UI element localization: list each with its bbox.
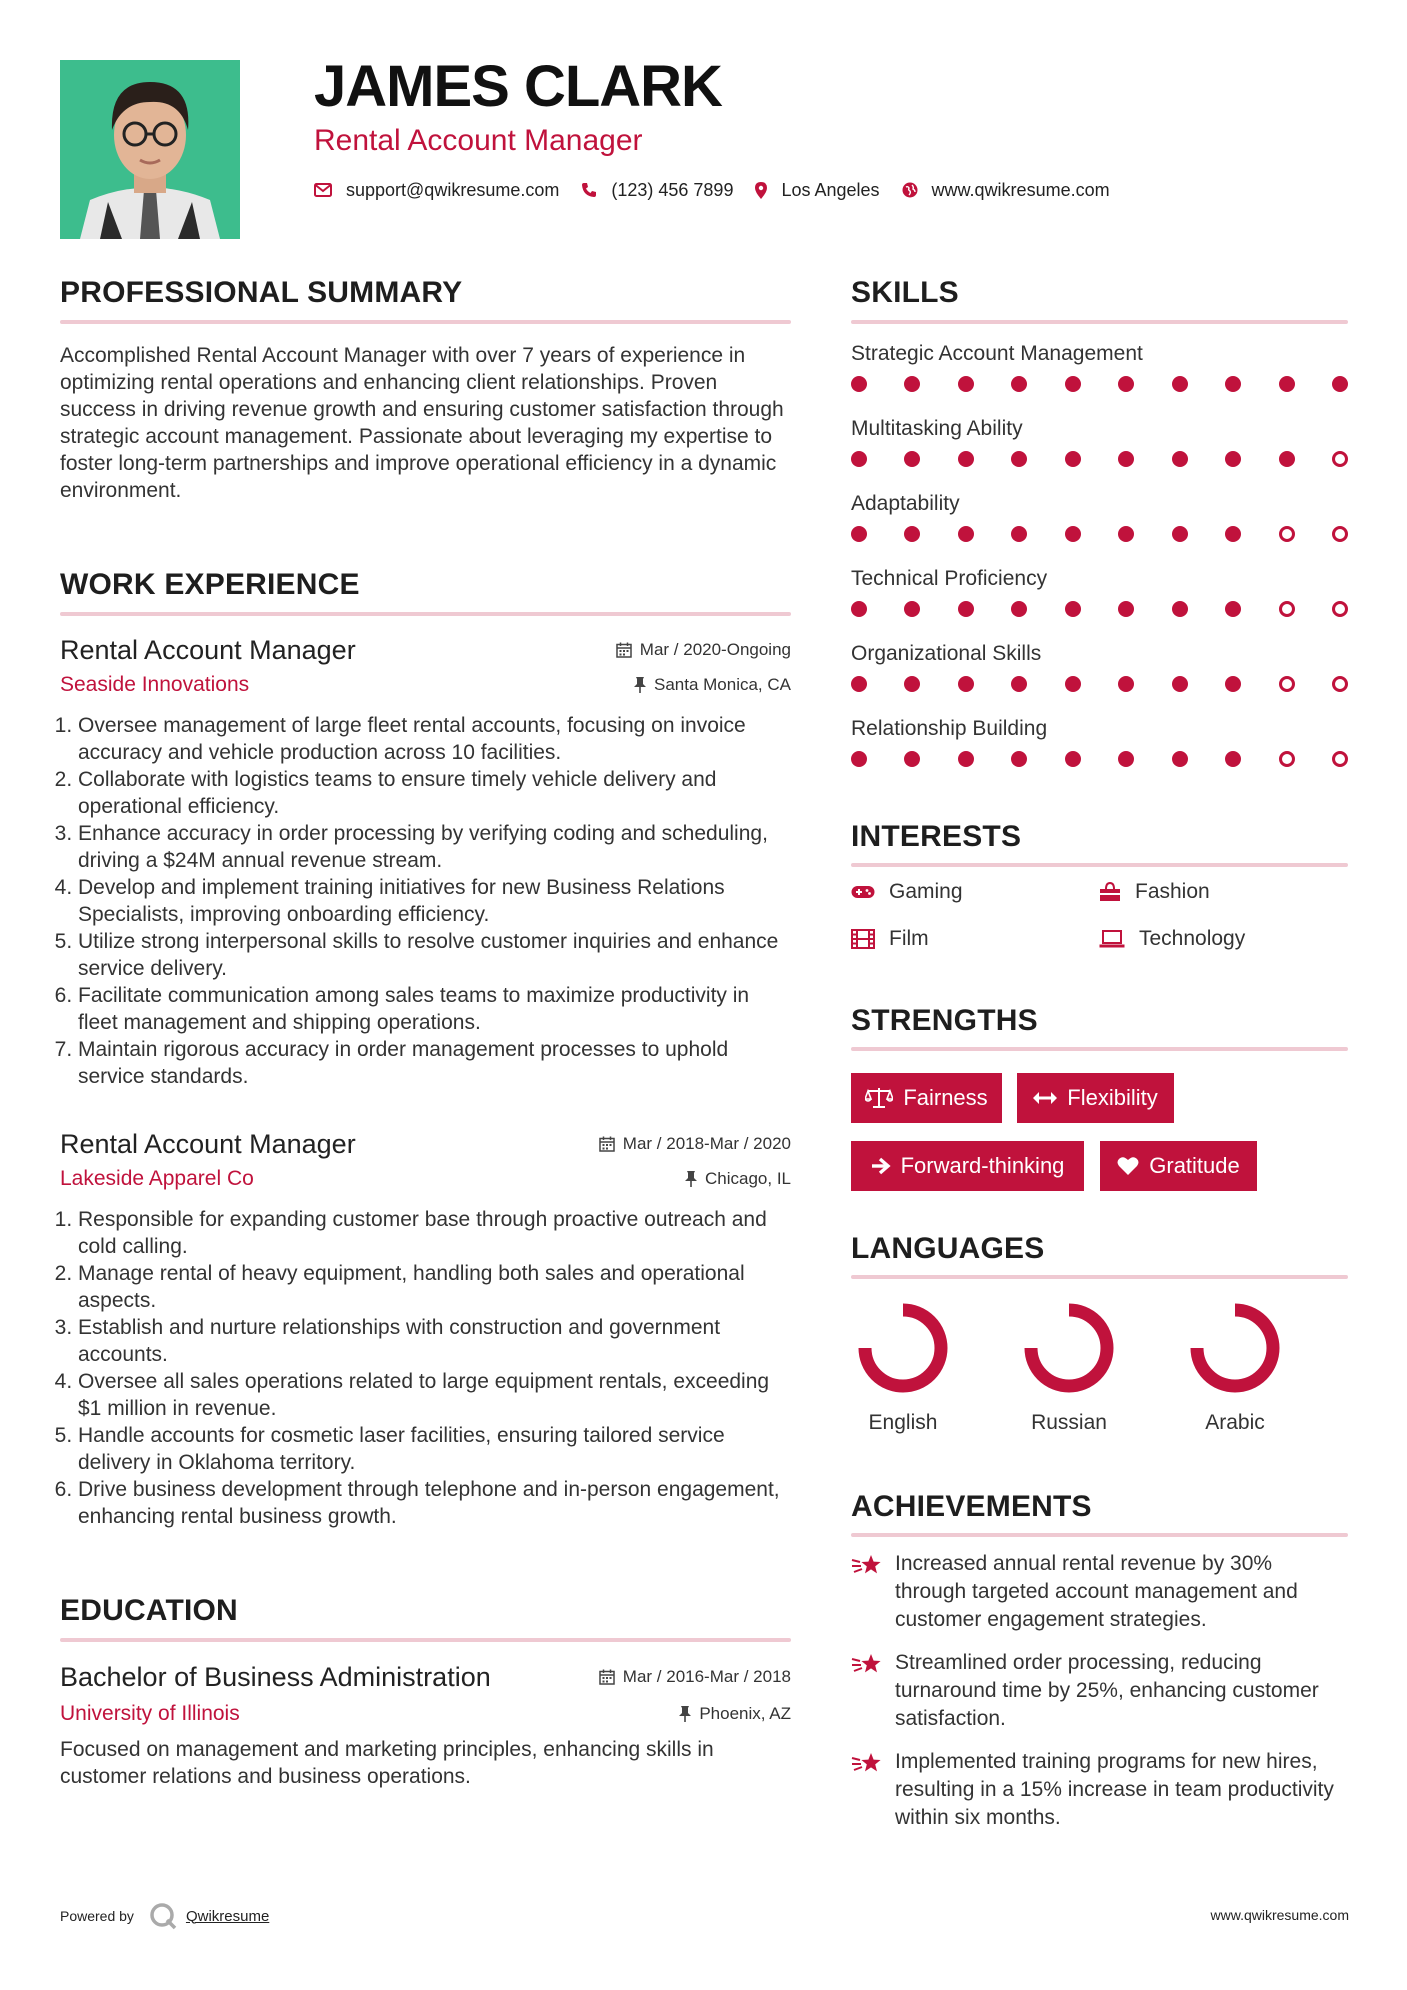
achievement-item bbox=[851, 1550, 1348, 1634]
strength-tag-gratitude bbox=[1100, 1141, 1257, 1191]
job-bullet: 3. Establish and nurture relationships with construction and government accounts. bbox=[78, 1314, 790, 1368]
skill-rating bbox=[851, 676, 1348, 692]
language-label: Arabic bbox=[1205, 1411, 1265, 1434]
contact-location-text: Los Angeles bbox=[781, 179, 880, 200]
skill-label: Organizational Skills bbox=[851, 642, 1042, 665]
skill-dot-filled bbox=[904, 751, 920, 767]
interest-label: Film bbox=[889, 927, 929, 950]
calendar-icon bbox=[616, 642, 632, 658]
job-bullet: 4. Develop and implement training initiatives for new Business Relations Specialists, improving onboarding efficiency. bbox=[78, 874, 790, 928]
strength-tag-fairness bbox=[851, 1073, 1002, 1123]
work-divider bbox=[60, 612, 791, 616]
globe-icon bbox=[902, 182, 918, 198]
achievement-item bbox=[851, 1649, 1348, 1733]
interest-item bbox=[851, 927, 929, 951]
job-bullet: 7. Maintain rigorous accuracy in order management processes to uphold service standards. bbox=[78, 1036, 790, 1090]
language-gauge bbox=[851, 1296, 971, 1406]
skill-dot-filled bbox=[1225, 451, 1241, 467]
interest-label: Gaming bbox=[889, 880, 963, 903]
skill-dot-filled bbox=[904, 676, 920, 692]
skill-dot-filled bbox=[1225, 601, 1241, 617]
skill-item bbox=[851, 717, 1348, 792]
interest-item bbox=[1099, 927, 1245, 951]
language-item bbox=[1183, 1296, 1303, 1435]
achievements-list bbox=[851, 1550, 1348, 1832]
skill-dot-filled bbox=[1225, 676, 1241, 692]
pushpin-icon bbox=[685, 1171, 697, 1187]
job-bullet: 5. Utilize strong interpersonal skills to resolve customer inquiries and enhance service delivery. bbox=[78, 928, 790, 982]
interest-label: Fashion bbox=[1135, 880, 1210, 903]
job-dates bbox=[599, 1134, 791, 1154]
skill-dot-empty bbox=[1279, 676, 1295, 692]
skill-dot-filled bbox=[1065, 526, 1081, 542]
skill-dot-filled bbox=[1172, 451, 1188, 467]
skill-rating bbox=[851, 751, 1348, 767]
qwikresume-link[interactable]: Qwikresume bbox=[185, 1907, 270, 1925]
skill-label: Multitasking Ability bbox=[851, 417, 1023, 440]
gamepad-icon bbox=[851, 884, 875, 900]
education-dates-text: Mar / 2016-Mar / 2018 bbox=[622, 1667, 791, 1686]
strength-label: Fairness bbox=[903, 1085, 988, 1110]
skill-dot-filled bbox=[851, 451, 867, 467]
candidate-name: JAMES CLARK bbox=[314, 54, 722, 119]
interests-heading: INTERESTS bbox=[851, 820, 1022, 853]
skill-dot-filled bbox=[1011, 676, 1027, 692]
skill-dot-filled bbox=[904, 376, 920, 392]
skill-dot-filled bbox=[1118, 601, 1134, 617]
calendar-icon bbox=[599, 1669, 615, 1685]
job-bullet: 2. Collaborate with logistics teams to ensure timely vehicle delivery and operational efficiency. bbox=[78, 766, 790, 820]
skill-dot-filled bbox=[904, 526, 920, 542]
interests-grid bbox=[851, 880, 1348, 980]
skill-dot-filled bbox=[1172, 526, 1188, 542]
envelope-icon bbox=[314, 183, 332, 197]
job-bullet: 1. Responsible for expanding customer base through proactive outreach and cold calling. bbox=[78, 1206, 790, 1260]
strength-tag-flexibility bbox=[1017, 1073, 1174, 1123]
skill-dot-filled bbox=[958, 376, 974, 392]
job-bullets bbox=[60, 712, 790, 1090]
laptop-icon bbox=[1099, 930, 1125, 948]
job-bullet: 4. Oversee all sales operations related to large equipment rentals, exceeding $1 million in revenue. bbox=[78, 1368, 790, 1422]
education-school: University of Illinois bbox=[60, 1702, 240, 1725]
skill-dot-filled bbox=[904, 601, 920, 617]
job-bullet: 6. Facilitate communication among sales teams to maximize productivity in fleet management and shipping operations. bbox=[78, 982, 790, 1036]
skill-dot-filled bbox=[1332, 376, 1348, 392]
achievement-text: Implemented training programs for new hires, resulting in a 15% increase in team productivity within six months. bbox=[895, 1750, 1334, 1829]
skills-heading: SKILLS bbox=[851, 276, 959, 309]
job-company: Seaside Innovations bbox=[60, 673, 250, 696]
language-label: English bbox=[868, 1411, 938, 1434]
arrow-right-icon bbox=[871, 1157, 891, 1175]
skill-dot-empty bbox=[1332, 526, 1348, 542]
education-heading: EDUCATION bbox=[60, 1594, 238, 1627]
profile-photo bbox=[60, 60, 240, 239]
education-entry bbox=[60, 1658, 791, 1790]
skill-dot-filled bbox=[1225, 526, 1241, 542]
skill-rating bbox=[851, 526, 1348, 542]
education-divider bbox=[60, 1638, 791, 1642]
job-bullet: 2. Manage rental of heavy equipment, handling both sales and operational aspects. bbox=[78, 1260, 790, 1314]
achievement-item bbox=[851, 1748, 1348, 1832]
job-location-text: Santa Monica, CA bbox=[653, 675, 791, 694]
job-dates-text: Mar / 2018-Mar / 2020 bbox=[622, 1134, 791, 1153]
skill-dot-filled bbox=[1118, 451, 1134, 467]
phone-icon bbox=[581, 182, 597, 198]
skill-dot-filled bbox=[1011, 376, 1027, 392]
contact-phone-text: (123) 456 7899 bbox=[611, 179, 734, 200]
skill-dot-filled bbox=[1118, 676, 1134, 692]
skill-item bbox=[851, 342, 1348, 417]
skill-item bbox=[851, 492, 1348, 567]
interest-item bbox=[1099, 880, 1210, 904]
job-bullet: 3. Enhance accuracy in order processing by verifying coding and scheduling, driving a $24M annual revenue stream. bbox=[78, 820, 790, 874]
achievement-text: Increased annual rental revenue by 30% through targeted account management and customer engagement strategies. bbox=[895, 1552, 1298, 1631]
skill-dot-empty bbox=[1279, 751, 1295, 767]
education-location bbox=[679, 1704, 791, 1724]
shopping-bag-icon bbox=[1099, 882, 1121, 902]
skill-dot-filled bbox=[851, 376, 867, 392]
skill-rating bbox=[851, 376, 1348, 392]
strength-tag-forward-thinking bbox=[851, 1141, 1084, 1191]
strength-label: Flexibility bbox=[1067, 1085, 1158, 1110]
skill-dot-filled bbox=[851, 751, 867, 767]
contact-website[interactable] bbox=[902, 180, 1110, 201]
job-entry bbox=[60, 632, 791, 1090]
skill-dot-empty bbox=[1279, 601, 1295, 617]
skill-dot-filled bbox=[1065, 376, 1081, 392]
skill-dot-filled bbox=[851, 526, 867, 542]
skill-dot-filled bbox=[958, 676, 974, 692]
job-company: Lakeside Apparel Co bbox=[60, 1167, 254, 1190]
job-bullet: 6. Drive business development through telephone and in-person engagement, enhancing rental business growth. bbox=[78, 1476, 790, 1530]
job-location bbox=[685, 1169, 791, 1189]
skill-label: Strategic Account Management bbox=[851, 342, 1143, 365]
job-location bbox=[634, 675, 791, 695]
language-label: Russian bbox=[1031, 1411, 1107, 1434]
strengths-heading: STRENGTHS bbox=[851, 1004, 1038, 1037]
skill-dot-filled bbox=[1011, 451, 1027, 467]
language-gauge bbox=[1017, 1296, 1137, 1406]
skill-rating bbox=[851, 601, 1348, 617]
candidate-role: Rental Account Manager bbox=[314, 124, 643, 157]
skill-dot-empty bbox=[1332, 751, 1348, 767]
summary-text: Accomplished Rental Account Manager with over 7 years of experience in optimizing rental operations and enhancing client relationships. Proven success in driving revenue growth and ensuring customer satisfaction through strategic account management. Passionate about leveraging my expertise to foster long-term partnerships and improve operational efficiency in a dynamic environment. bbox=[60, 344, 784, 502]
arrows-horizontal-icon bbox=[1033, 1091, 1057, 1105]
skill-dot-filled bbox=[958, 601, 974, 617]
skill-dot-filled bbox=[851, 601, 867, 617]
pushpin-icon bbox=[679, 1706, 691, 1722]
skill-dot-filled bbox=[1225, 376, 1241, 392]
contact-bar bbox=[314, 178, 1132, 202]
skill-dot-filled bbox=[958, 451, 974, 467]
skill-dot-filled bbox=[1172, 376, 1188, 392]
work-heading: WORK EXPERIENCE bbox=[60, 568, 360, 601]
language-gauge bbox=[1183, 1296, 1303, 1406]
skill-dot-filled bbox=[904, 451, 920, 467]
languages-list bbox=[851, 1296, 1348, 1446]
contact-location bbox=[755, 180, 879, 201]
language-gauge-arc bbox=[1031, 1310, 1107, 1386]
contact-email[interactable] bbox=[314, 180, 559, 201]
job-bullets bbox=[60, 1206, 790, 1530]
shooting-star-icon bbox=[851, 1651, 883, 1677]
education-description: Focused on management and marketing principles, enhancing skills in customer relations and business operations. bbox=[60, 1738, 714, 1788]
skill-dot-filled bbox=[1065, 451, 1081, 467]
skill-dot-empty bbox=[1279, 526, 1295, 542]
skill-label: Adaptability bbox=[851, 492, 960, 515]
strength-label: Gratitude bbox=[1149, 1153, 1240, 1178]
skill-dot-filled bbox=[958, 751, 974, 767]
skill-dot-filled bbox=[1118, 751, 1134, 767]
powered-by-text: Powered by bbox=[60, 1908, 134, 1924]
skill-dot-empty bbox=[1332, 601, 1348, 617]
map-pin-icon bbox=[755, 182, 767, 199]
pushpin-icon bbox=[634, 677, 646, 693]
qwikresume-logo-icon bbox=[148, 1901, 178, 1931]
skill-dot-filled bbox=[1011, 526, 1027, 542]
skill-dot-filled bbox=[1279, 451, 1295, 467]
skill-dot-filled bbox=[1065, 676, 1081, 692]
skill-item bbox=[851, 417, 1348, 492]
skill-dot-filled bbox=[1118, 376, 1134, 392]
skill-dot-filled bbox=[1172, 751, 1188, 767]
film-icon bbox=[851, 929, 875, 949]
job-dates bbox=[616, 640, 791, 660]
shooting-star-icon bbox=[851, 1552, 883, 1578]
achievements-divider bbox=[851, 1533, 1348, 1537]
strength-label: Forward-thinking bbox=[900, 1153, 1065, 1178]
skill-item bbox=[851, 642, 1348, 717]
job-title: Rental Account Manager bbox=[60, 634, 356, 665]
job-bullet: 5. Handle accounts for cosmetic laser facilities, ensuring tailored service delivery in Oklahoma territory. bbox=[78, 1422, 790, 1476]
education-location-text: Phoenix, AZ bbox=[699, 1704, 791, 1723]
language-gauge-arc bbox=[865, 1310, 941, 1386]
balance-scale-icon bbox=[865, 1087, 893, 1109]
skill-dot-empty bbox=[1332, 451, 1348, 467]
skill-dot-filled bbox=[1279, 376, 1295, 392]
skill-dot-filled bbox=[1011, 601, 1027, 617]
skill-dot-filled bbox=[1118, 526, 1134, 542]
education-degree: Bachelor of Business Administration bbox=[60, 1661, 491, 1692]
skill-dot-filled bbox=[1065, 751, 1081, 767]
contact-phone[interactable] bbox=[581, 180, 733, 201]
job-location-text: Chicago, IL bbox=[705, 1169, 791, 1188]
job-dates-text: Mar / 2020-Ongoing bbox=[639, 640, 791, 659]
skill-label: Relationship Building bbox=[851, 717, 1048, 740]
summary-divider bbox=[60, 320, 791, 324]
skill-dot-filled bbox=[958, 526, 974, 542]
footer-website[interactable]: www.qwikresume.com bbox=[1210, 1907, 1349, 1923]
achievements-heading: ACHIEVEMENTS bbox=[851, 1490, 1092, 1523]
heart-icon bbox=[1117, 1156, 1139, 1176]
shooting-star-icon bbox=[851, 1750, 883, 1776]
interest-label: Technology bbox=[1139, 927, 1246, 950]
skill-dot-filled bbox=[1225, 751, 1241, 767]
skill-dot-filled bbox=[1011, 751, 1027, 767]
skill-dot-filled bbox=[1172, 676, 1188, 692]
contact-website-text: www.qwikresume.com bbox=[931, 179, 1110, 200]
interests-divider bbox=[851, 863, 1348, 867]
calendar-icon bbox=[599, 1136, 615, 1152]
job-title: Rental Account Manager bbox=[60, 1128, 356, 1159]
strengths-divider bbox=[851, 1047, 1348, 1051]
skill-dot-empty bbox=[1332, 676, 1348, 692]
contact-email-text: support@qwikresume.com bbox=[346, 179, 560, 200]
skill-dot-filled bbox=[851, 676, 867, 692]
skill-rating bbox=[851, 451, 1348, 467]
language-gauge-arc bbox=[1197, 1310, 1273, 1386]
achievement-text: Streamlined order processing, reducing turnaround time by 25%, enhancing customer satisfaction. bbox=[895, 1651, 1319, 1730]
education-dates bbox=[599, 1667, 791, 1687]
skill-dot-filled bbox=[1172, 601, 1188, 617]
interest-item bbox=[851, 880, 963, 904]
skill-label: Technical Proficiency bbox=[851, 567, 1048, 590]
languages-heading: LANGUAGES bbox=[851, 1232, 1045, 1265]
skill-item bbox=[851, 567, 1348, 642]
languages-divider bbox=[851, 1275, 1348, 1279]
skills-divider bbox=[851, 320, 1348, 324]
summary-heading: PROFESSIONAL SUMMARY bbox=[60, 276, 463, 309]
footer-powered-by bbox=[60, 1901, 269, 1931]
job-bullet: 1. Oversee management of large fleet rental accounts, focusing on invoice accuracy and vehicle production across 10 facilities. bbox=[78, 712, 790, 766]
job-entry bbox=[60, 1126, 791, 1530]
skills-list bbox=[851, 342, 1348, 792]
skill-dot-filled bbox=[1065, 601, 1081, 617]
language-item bbox=[851, 1296, 971, 1435]
language-item bbox=[1017, 1296, 1137, 1435]
